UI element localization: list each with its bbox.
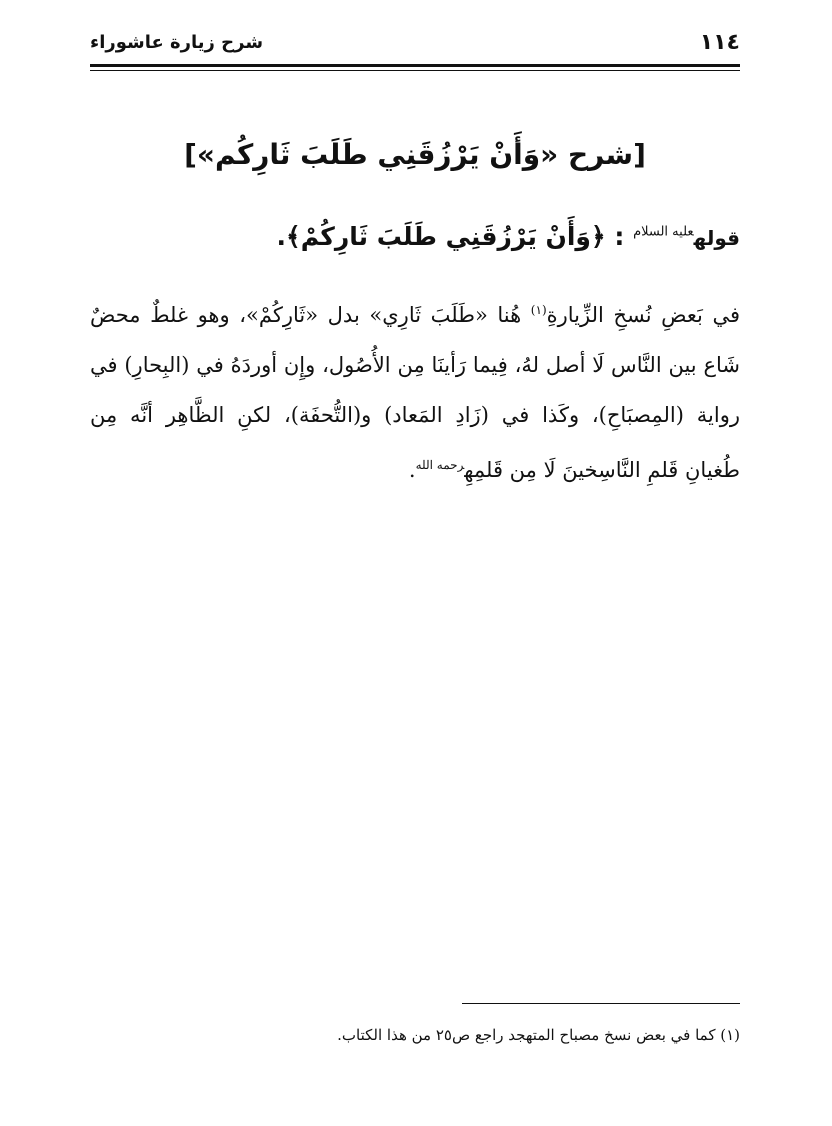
body-paragraph [90,285,740,495]
section-title: [شرح «وَأَنْ يَرْزُقَنِي طَلَبَ ثَارِكُم»] [184,138,646,171]
footnote-rule [462,1003,740,1004]
page-number: ١١٤ [699,30,740,55]
body-honorific-mark: رحمه الله [415,458,465,472]
header-rule-thick [90,64,740,67]
running-title: شرح زيارة عاشوراء [90,32,264,53]
body-part-1: في بَعضِ نُسخِ الزِّيارةِ [546,303,740,327]
quote-text: ﴿وَأَنْ يَرْزُقَنِي طَلَبَ ثَارِكُمْ﴾. [276,222,606,251]
quote-separator: : [614,222,625,251]
footnote: (١) كما في بعض نسخ مصباح المتهجد راجع ص٢٥ من هذا الكتاب. [337,1026,740,1044]
body-end: . [408,458,416,482]
page-header [90,28,740,64]
header-rule-thin [90,70,740,71]
body-part-2: هُنا «طَلَبَ ثَارِي» بدل «ثَارِكُمْ»، وهو غلطٌ محضٌ شَاع بين النَّاس لَا أصل لهُ، فِيما رَأينَا مِن الأُصُول، وإِن أوردَهُ في (البِحارِ) في رواية (المِصبَاحِ)، وكَذا في (زَادِ المَعاد) و(التُّحفَة)، لكنِ الظَّاهِر أنَّه مِن طُغيانِ قَلمِ النَّاسِخينَ لَا مِن قَلمِهِ [90,303,740,482]
quote-line [90,222,740,251]
honorific-mark: عليه السلام [633,224,694,240]
footnote-reference[interactable]: (١) [530,303,547,317]
quote-intro: قوله [693,226,740,250]
